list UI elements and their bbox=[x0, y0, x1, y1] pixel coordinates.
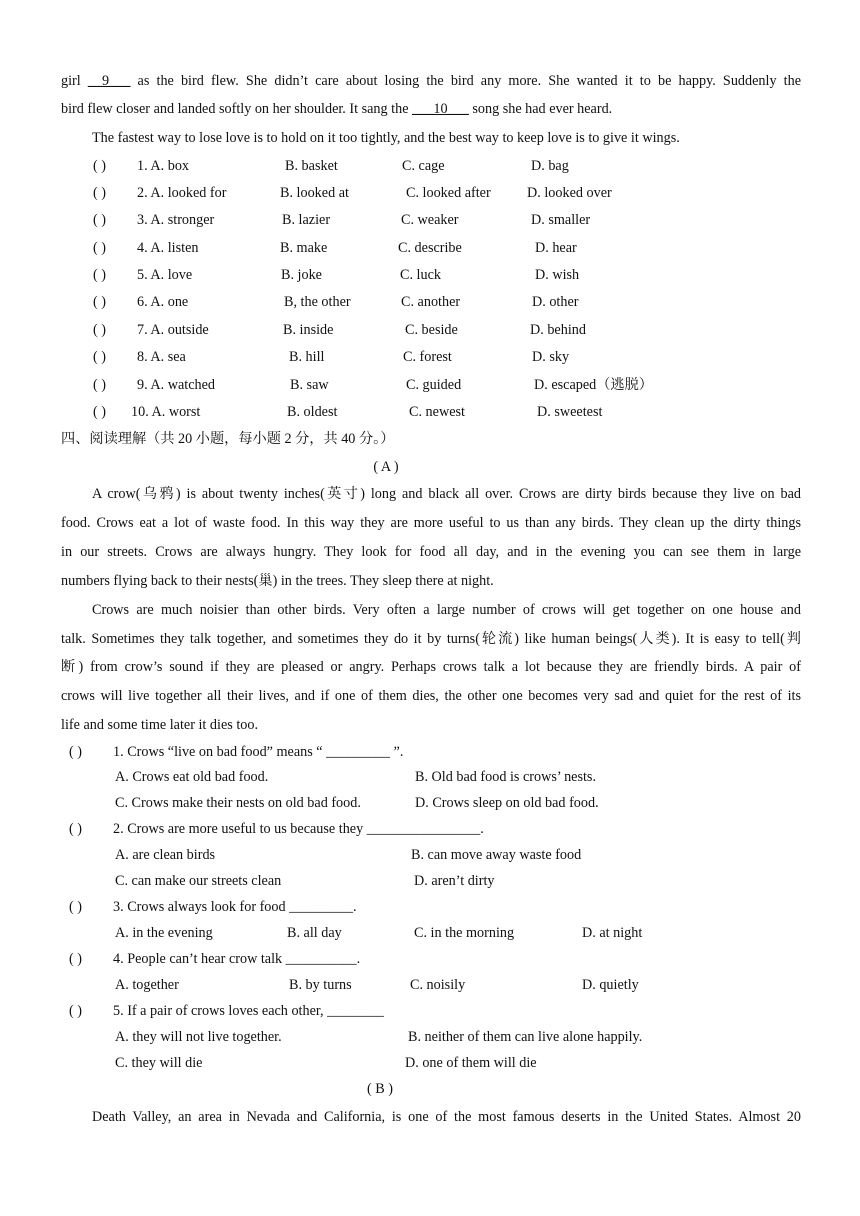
option-b: B. saw bbox=[290, 377, 329, 393]
option-a: 8. A. sea bbox=[137, 349, 186, 365]
option-a: A. they will not live together. bbox=[115, 1029, 282, 1045]
option-d: D. one of them will die bbox=[405, 1055, 537, 1071]
option-d: D. sweetest bbox=[537, 404, 603, 420]
option-d: D. Crows sleep on old bad food. bbox=[415, 795, 599, 811]
option-b: B. lazier bbox=[282, 212, 331, 228]
option-d: D. at night bbox=[582, 925, 643, 941]
passage-a-label: ( A ) bbox=[373, 459, 399, 475]
option-b: B. can move away waste food bbox=[411, 847, 582, 863]
option-c: C. weaker bbox=[401, 212, 459, 228]
question-stem: 5. If a pair of crows loves each other, ________ bbox=[113, 1003, 384, 1019]
option-b: B. basket bbox=[285, 158, 338, 174]
option-b: B. neither of them can live alone happily. bbox=[408, 1029, 643, 1045]
option-c: C. in the morning bbox=[414, 925, 515, 941]
option-b: B. oldest bbox=[287, 404, 338, 420]
option-d: D. hear bbox=[535, 240, 577, 256]
option-d: D. wish bbox=[535, 267, 580, 283]
passage-b-label: ( B ) bbox=[366, 1081, 393, 1097]
option-c: C. forest bbox=[403, 349, 452, 365]
answer-bracket[interactable]: ( ) bbox=[93, 267, 106, 283]
option-b: B. make bbox=[280, 240, 328, 256]
question-stem: 2. Crows are more useful to us because they ________________. bbox=[113, 821, 484, 837]
option-c: C. guided bbox=[406, 377, 462, 393]
option-c: C. can make our streets clean bbox=[115, 873, 282, 889]
answer-bracket[interactable]: ( ) bbox=[93, 185, 106, 201]
option-d: D. looked over bbox=[527, 185, 612, 201]
option-a: 6. A. one bbox=[137, 294, 189, 310]
paragraph-line: crows will live together all their lives, and if one of them dies, the other one becomes very sad and quiet for the rest of its bbox=[61, 688, 801, 704]
option-a: A. Crows eat old bad food. bbox=[115, 769, 269, 785]
paragraph-line: numbers flying back to their nests(巢) in the trees. They sleep there at night. bbox=[61, 573, 494, 589]
option-c: C. noisily bbox=[410, 977, 466, 993]
option-a: A. in the evening bbox=[115, 925, 213, 941]
option-a: 9. A. watched bbox=[137, 377, 216, 393]
option-d: D. escaped（逃脱） bbox=[534, 377, 653, 393]
option-a: 1. A. box bbox=[137, 158, 190, 174]
option-b: B. joke bbox=[281, 267, 322, 283]
question-stem: 4. People can’t hear crow talk __________. bbox=[113, 951, 361, 967]
option-d: D. aren’t dirty bbox=[414, 873, 495, 889]
option-b: B. hill bbox=[289, 349, 325, 365]
answer-bracket[interactable]: ( ) bbox=[93, 212, 106, 228]
cloze-line-1: girl __9___ as the bird flew. She didn’t care about losing the bird any more. She wanted it to be happy. Suddenly the bbox=[61, 73, 802, 89]
option-a: A. together bbox=[115, 977, 179, 993]
answer-bracket[interactable]: ( ) bbox=[69, 899, 82, 915]
answer-bracket[interactable]: ( ) bbox=[93, 404, 106, 420]
answer-bracket[interactable]: ( ) bbox=[93, 294, 106, 310]
passage-b-line: Death Valley, an area in Nevada and California, is one of the most famous deserts in the United States. Almost 20 bbox=[92, 1109, 801, 1125]
option-d: D. sky bbox=[532, 349, 570, 365]
paragraph-line: talk. Sometimes they talk together, and sometimes they do it by turns(轮流) like human beings(人类). It is easy to tell(判 bbox=[61, 631, 801, 647]
option-a: 3. A. stronger bbox=[137, 212, 215, 228]
paragraph-line: in our streets. Crows are always hungry. They look for food all day, and in the evening you can see them in large bbox=[61, 544, 801, 560]
option-a: 5. A. love bbox=[137, 267, 193, 283]
answer-bracket[interactable]: ( ) bbox=[69, 1003, 82, 1019]
answer-bracket[interactable]: ( ) bbox=[69, 821, 82, 837]
option-d: D. smaller bbox=[531, 212, 591, 228]
option-b: B. Old bad food is crows’ nests. bbox=[415, 769, 597, 785]
option-a: 2. A. looked for bbox=[137, 185, 227, 201]
option-b: B. looked at bbox=[280, 185, 349, 201]
section-4-title: 四、阅读理解（共 20 小题，每小题 2 分，共 40 分。） bbox=[61, 431, 395, 447]
cloze-line-2: bird flew closer and landed softly on her shoulder. It sang the ___10___ song she had ever heard. bbox=[61, 101, 613, 117]
option-d: D. behind bbox=[530, 322, 586, 338]
paragraph-line: life and some time later it dies too. bbox=[61, 717, 258, 733]
option-a: A. are clean birds bbox=[115, 847, 216, 863]
blank-10: ___10___ bbox=[412, 101, 469, 117]
option-c: C. describe bbox=[398, 240, 462, 256]
option-b: B. inside bbox=[283, 322, 334, 338]
option-b: B. by turns bbox=[289, 977, 352, 993]
option-a: 7. A. outside bbox=[137, 322, 209, 338]
question-stem: 3. Crows always look for food _________. bbox=[113, 899, 357, 915]
option-c: C. another bbox=[401, 294, 461, 310]
option-c: C. newest bbox=[409, 404, 465, 420]
paragraph-line: Crows are much noisier than other birds. Very often a large number of crows will get together on one house and bbox=[92, 602, 801, 618]
answer-bracket[interactable]: ( ) bbox=[69, 744, 82, 760]
answer-bracket[interactable]: ( ) bbox=[93, 240, 106, 256]
option-b: B, the other bbox=[284, 294, 351, 310]
option-d: D. quietly bbox=[582, 977, 639, 993]
option-a: 4. A. listen bbox=[137, 240, 199, 256]
answer-bracket[interactable]: ( ) bbox=[69, 951, 82, 967]
paragraph-line: 断) from crow’s sound if they are pleased or angry. Perhaps crows talk a lot because they are friendly birds. A pair of bbox=[61, 659, 801, 675]
option-b: B. all day bbox=[287, 925, 342, 941]
paragraph-line: A crow(乌鸦) is about twenty inches(英寸) long and black all over. Crows are dirty birds because they live on bad bbox=[92, 486, 801, 502]
answer-bracket[interactable]: ( ) bbox=[93, 349, 106, 365]
cloze-closing-line: The fastest way to lose love is to hold on it too tightly, and the best way to keep love is to give it wings. bbox=[92, 130, 680, 146]
question-stem: 1. Crows “live on bad food” means “ _________ ”. bbox=[113, 744, 404, 760]
option-c: C. beside bbox=[405, 322, 458, 338]
paragraph-line: food. Crows eat a lot of waste food. In this way they are more useful to us than any birds. They clean up the dirty things bbox=[61, 515, 801, 531]
answer-bracket[interactable]: ( ) bbox=[93, 377, 106, 393]
option-c: C. they will die bbox=[115, 1055, 203, 1071]
answer-bracket[interactable]: ( ) bbox=[93, 322, 106, 338]
option-c: C. luck bbox=[400, 267, 441, 283]
option-d: D. bag bbox=[531, 158, 569, 174]
blank-9: __9___ bbox=[87, 73, 131, 89]
option-c: C. looked after bbox=[406, 185, 491, 201]
option-a: 10. A. worst bbox=[131, 404, 201, 420]
option-d: D. other bbox=[532, 294, 579, 310]
answer-bracket[interactable]: ( ) bbox=[93, 158, 106, 174]
option-c: C. cage bbox=[402, 158, 445, 174]
option-c: C. Crows make their nests on old bad food. bbox=[115, 795, 361, 811]
